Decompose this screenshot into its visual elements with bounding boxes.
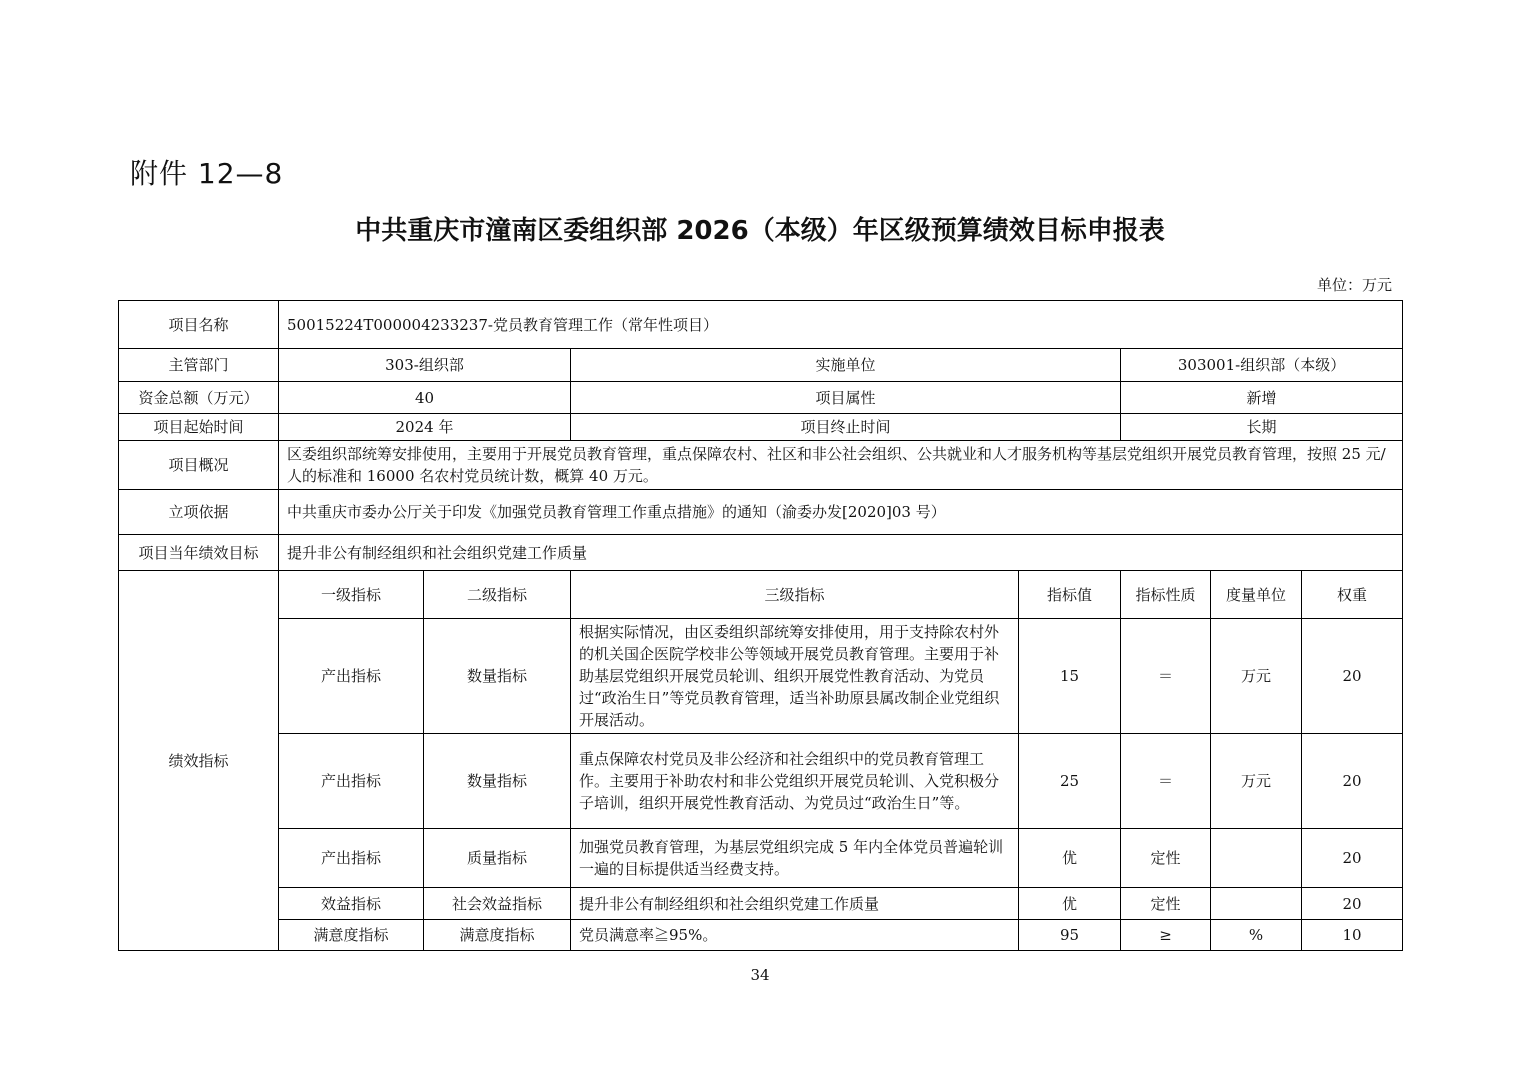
row1-value: 15: [1019, 619, 1121, 734]
dept-value: 303-组织部: [279, 349, 571, 382]
page-title: 中共重庆市潼南区委组织部 2026（本级）年区级预算绩效目标申报表: [355, 216, 1165, 246]
attachment-label: 附件 12—8: [130, 157, 284, 190]
impl-value: 303001-组织部（本级）: [1121, 349, 1403, 382]
header-unit: 度量单位: [1211, 571, 1302, 619]
header-level3: 三级指标: [571, 571, 1019, 619]
fund-label: 资金总额（万元）: [119, 382, 279, 414]
table-row: [119, 441, 1403, 490]
header-value: 指标值: [1019, 571, 1121, 619]
impl-label: 实施单位: [571, 349, 1121, 382]
row5-level2: 满意度指标: [424, 920, 571, 951]
header-weight: 权重: [1302, 571, 1403, 619]
table-row: [119, 535, 1403, 571]
page-number: 34: [750, 966, 770, 984]
row5-level3: 党员满意率≧95%。: [571, 920, 1019, 951]
row5-weight: 10: [1302, 920, 1403, 951]
attr-value: 新增: [1121, 382, 1403, 414]
row5-value: 95: [1019, 920, 1121, 951]
row4-level3: 提升非公有制经组织和社会组织党建工作质量: [571, 888, 1019, 920]
project-name-label: 项目名称: [119, 301, 279, 349]
row1-level2: 数量指标: [424, 619, 571, 734]
overview-label: 项目概况: [119, 441, 279, 490]
table-row: [119, 349, 1403, 382]
row2-level2: 数量指标: [424, 734, 571, 829]
end-label: 项目终止时间: [571, 414, 1121, 441]
budget-table: [118, 300, 1403, 951]
fund-value: 40: [279, 382, 571, 414]
row3-nature: 定性: [1121, 829, 1211, 888]
row3-value: 优: [1019, 829, 1121, 888]
table-row: [119, 888, 1403, 920]
row1-unit: 万元: [1211, 619, 1302, 734]
overview-value: 区委组织部统筹安排使用，主要用于开展党员教育管理，重点保障农村、社区和非公社会组织、公共就业和人才服务机构等基层党组织开展党员教育管理，按照 25 元/人的标准和 16000 名农村党员统计数，概算 40 万元。: [279, 441, 1403, 490]
basis-label: 立项依据: [119, 490, 279, 535]
row5-level1: 满意度指标: [279, 920, 424, 951]
header-level1: 一级指标: [279, 571, 424, 619]
row4-nature: 定性: [1121, 888, 1211, 920]
row1-level1: 产出指标: [279, 619, 424, 734]
row4-weight: 20: [1302, 888, 1403, 920]
row2-unit: 万元: [1211, 734, 1302, 829]
header-nature: 指标性质: [1121, 571, 1211, 619]
table-row: [119, 571, 1403, 619]
row1-weight: 20: [1302, 619, 1403, 734]
row3-unit: [1211, 829, 1302, 888]
header-level2: 二级指标: [424, 571, 571, 619]
row2-value: 25: [1019, 734, 1121, 829]
goal-value: 提升非公有制经组织和社会组织党建工作质量: [279, 535, 1403, 571]
end-value: 长期: [1121, 414, 1403, 441]
row4-value: 优: [1019, 888, 1121, 920]
row2-level3: 重点保障农村党员及非公经济和社会组织中的党员教育管理工作。主要用于补助农村和非公党组织开展党员轮训、入党积极分子培训，组织开展党性教育活动、为党员过“政治生日”等。: [571, 734, 1019, 829]
row1-nature: ＝: [1121, 619, 1211, 734]
start-label: 项目起始时间: [119, 414, 279, 441]
row3-level1: 产出指标: [279, 829, 424, 888]
row5-unit: %: [1211, 920, 1302, 951]
row3-level2: 质量指标: [424, 829, 571, 888]
row4-level1: 效益指标: [279, 888, 424, 920]
row2-level1: 产出指标: [279, 734, 424, 829]
project-name-value: 50015224T000004233237-党员教育管理工作（常年性项目）: [279, 301, 1403, 349]
row4-level2: 社会效益指标: [424, 888, 571, 920]
row2-nature: ＝: [1121, 734, 1211, 829]
basis-value: 中共重庆市委办公厅关于印发《加强党员教育管理工作重点措施》的通知（渝委办发[2020]03 号）: [279, 490, 1403, 535]
start-value: 2024 年: [279, 414, 571, 441]
performance-section-label: 绩效指标: [119, 571, 279, 951]
row2-weight: 20: [1302, 734, 1403, 829]
row3-weight: 20: [1302, 829, 1403, 888]
table-row: [119, 382, 1403, 414]
table-row: [119, 301, 1403, 349]
table-row: [119, 414, 1403, 441]
unit-label: 单位：万元: [1316, 276, 1392, 294]
row1-level3: 根据实际情况，由区委组织部统筹安排使用，用于支持除农村外的机关国企医院学校非公等领域开展党员教育管理。主要用于补助基层党组织开展党员轮训、组织开展党性教育活动、为党员过“政治生日”等党员教育管理，适当补助原县属改制企业党组织开展活动。: [571, 619, 1019, 734]
dept-label: 主管部门: [119, 349, 279, 382]
table-row: [119, 734, 1403, 829]
row4-unit: [1211, 888, 1302, 920]
table-row: [119, 619, 1403, 734]
table-row: [119, 920, 1403, 951]
goal-label: 项目当年绩效目标: [119, 535, 279, 571]
row3-level3: 加强党员教育管理，为基层党组织完成 5 年内全体党员普遍轮训一遍的目标提供适当经费支持。: [571, 829, 1019, 888]
attr-label: 项目属性: [571, 382, 1121, 414]
table-row: [119, 490, 1403, 535]
row5-nature: ≥: [1121, 920, 1211, 951]
table-row: [119, 829, 1403, 888]
